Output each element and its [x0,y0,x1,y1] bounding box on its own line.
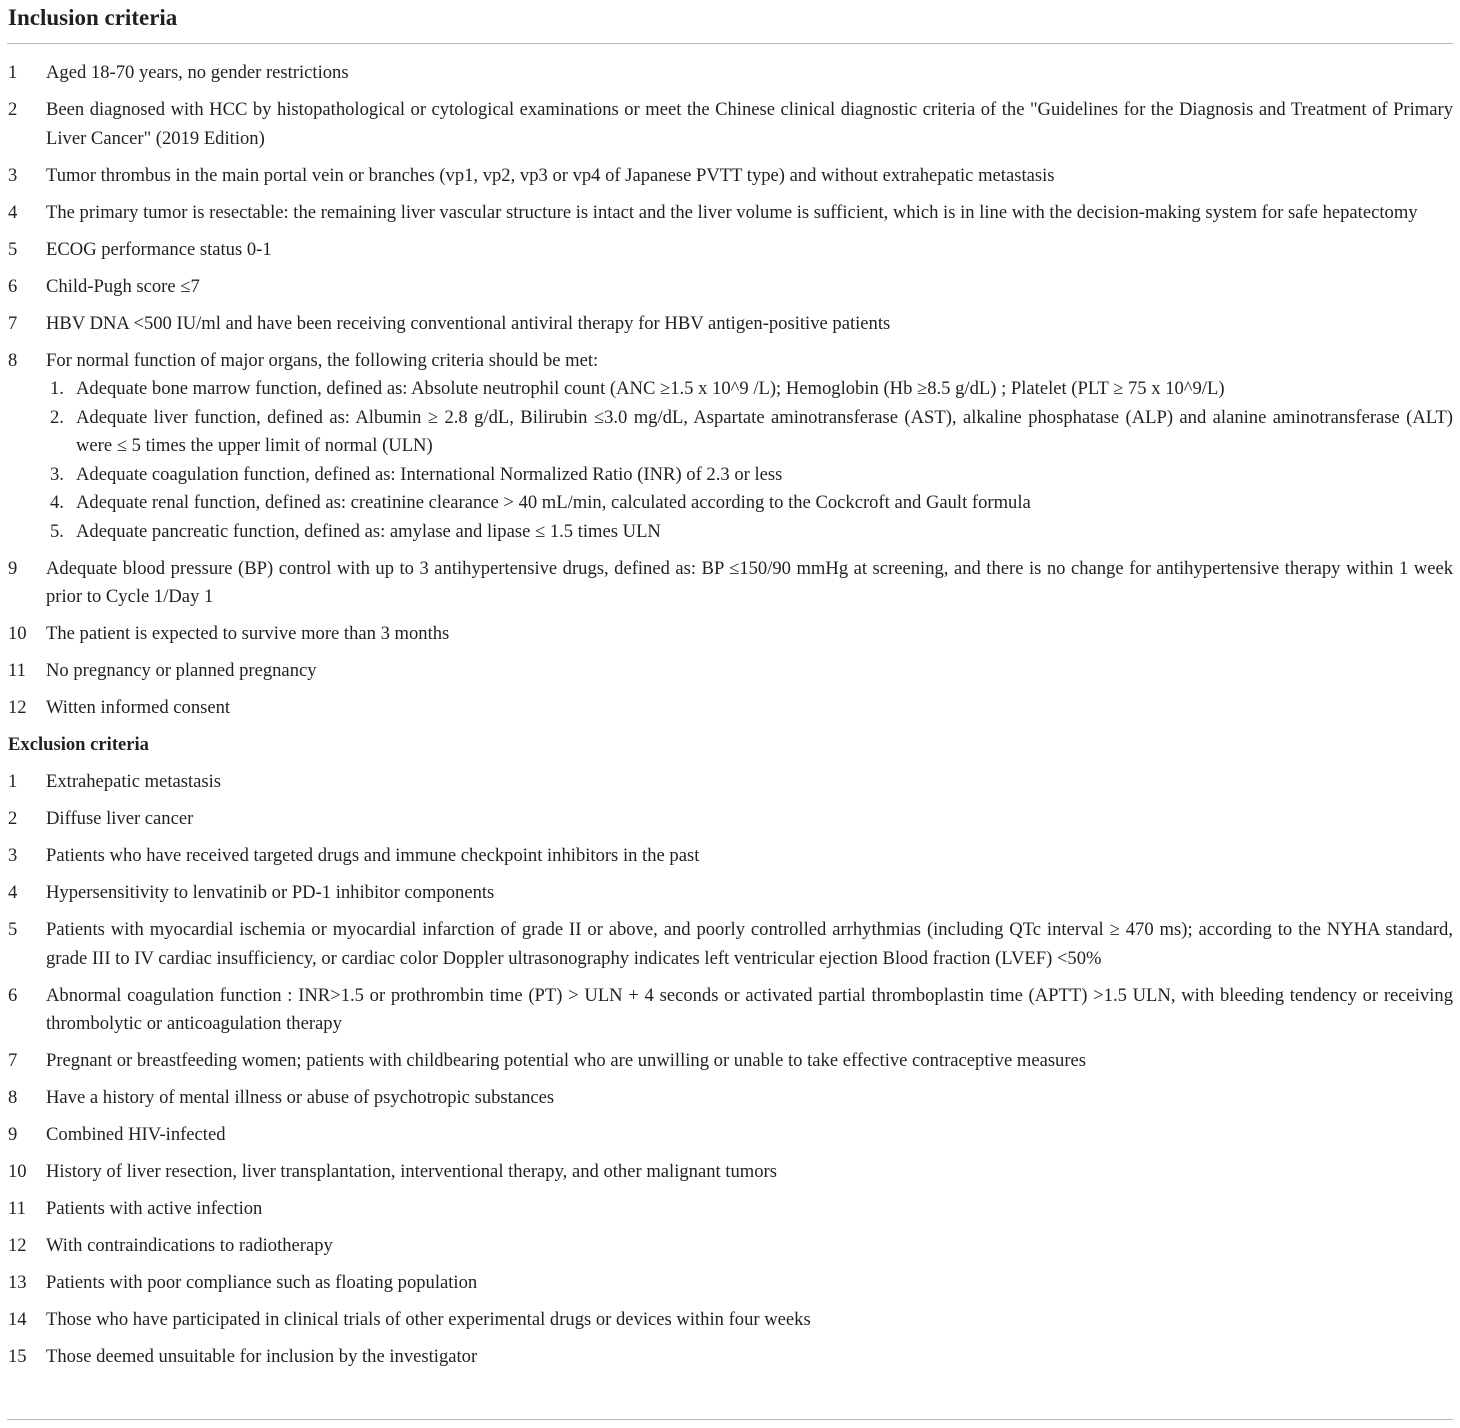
item-text: ECOG performance status 0-1 [46,238,272,260]
sublist-text: Adequate renal function, defined as: creatinine clearance > 40 mL/min, calculated according to the Cockcroft and Gault formula [76,492,1031,513]
item-text: Patients with myocardial ischemia or myocardial infarction of grade II or above, and poorly controlled arrhythmias (including QTc interval ≥ 470 ms); according to the NYHA standard, grade III to IV cardiac insufficiency, or cardiac color Doppler ultrasonography indicates left ventricular ejection Blood fraction (LVEF) <50% [46,919,1453,969]
item-number: 7 [8,312,18,334]
inclusion-item [0,347,1453,547]
item-text: Have a history of mental illness or abuse of psychotropic substances [46,1087,555,1108]
item-text: Been diagnosed with HCC by histopathological or cytological examinations or meet the Chinese clinical diagnostic criteria of the "Guidelines for the Diagnosis and Treatment of Primary Liver Cancer" (2019 Edition) [46,99,1453,149]
item-number: 11 [8,1198,26,1219]
sublist-number: 2. [50,406,64,428]
exclusion-item [0,768,1453,797]
item-number: 10 [8,623,27,644]
item-number: 2 [8,99,18,120]
item-number: 9 [8,557,18,579]
inclusion-item [0,199,1453,228]
item-number: 4 [8,201,18,223]
inclusion-item [0,310,1453,339]
item-text: No pregnancy or planned pregnancy [46,660,317,681]
exclusion-list [0,768,1453,1372]
sublist-text: Adequate coagulation function, defined as: International Normalized Ratio (INR) of 2.3 or less [76,463,783,485]
item-number: 9 [8,1124,18,1145]
inclusion-item [0,657,1453,686]
criteria-body [0,59,1453,1380]
inclusion-item [0,620,1453,649]
item-number: 3 [8,845,18,866]
item-text: Child-Pugh score ≤7 [46,275,200,297]
exclusion-item [0,1343,1453,1372]
item-text: For normal function of major organs, the following criteria should be met: [46,349,599,371]
item-text: Patients with active infection [46,1198,263,1219]
sublist-item [46,518,1453,547]
sublist-number: 3. [50,463,64,485]
sublist-text: Adequate liver function, defined as: Albumin ≥ 2.8 g/dL, Bilirubin ≤3.0 mg/dL, Aspartate aminotransferase (AST), alkaline phosphatase (ALP) and alanine aminotransferase (ALT) were ≤ 5 times the upper limit of normal (ULN) [76,406,1453,456]
sublist-number: 4. [50,492,64,513]
inclusion-item [0,162,1453,191]
item-text: The primary tumor is resectable: the remaining liver vascular structure is intact and the liver volume is sufficient, which is in line with the decision-making system for safe hepatectomy [46,201,1418,223]
item-number: 6 [8,984,18,1006]
exclusion-item [0,1306,1453,1335]
item-number: 1 [8,62,18,83]
item-text: Hypersensitivity to lenvatinib or PD-1 inhibitor components [46,882,495,903]
item-text: Aged 18-70 years, no gender restrictions [46,62,349,83]
item-number: 4 [8,882,18,903]
exclusion-item [0,982,1453,1039]
inclusion-item [0,59,1453,88]
exclusion-item [0,1047,1453,1076]
exclusion-item [0,879,1453,908]
item-number: 12 [8,697,27,718]
item-number: 3 [8,164,18,186]
inclusion-item [0,236,1453,265]
item-number: 10 [8,1161,27,1182]
item-number: 13 [8,1272,27,1293]
inclusion-item [0,273,1453,302]
item-text: Those deemed unsuitable for inclusion by the investigator [46,1346,478,1367]
exclusion-item [0,1232,1453,1261]
item-text: HBV DNA <500 IU/ml and have been receiving conventional antiviral therapy for HBV antigen-positive patients [46,312,891,334]
top-rule [7,43,1453,44]
item-text: Pregnant or breastfeeding women; patients with childbearing potential who are unwilling or unable to take effective contraceptive measures [46,1050,1087,1071]
item-text: Combined HIV-infected [46,1124,226,1145]
sublist-item [46,404,1453,461]
item-number: 2 [8,808,18,829]
exclusion-item [0,842,1453,871]
inclusion-item [0,694,1453,723]
exclusion-item [0,805,1453,834]
exclusion-criteria-title: Exclusion criteria [8,734,149,755]
exclusion-item [0,1158,1453,1187]
item-text: Tumor thrombus in the main portal vein or branches (vp1, vp2, vp3 or vp4 of Japanese PVTT type) and without extrahepatic metastasis [46,164,1055,186]
sublist-item [46,375,1453,404]
exclusion-item [0,916,1453,973]
exclusion-item [0,1269,1453,1298]
item-text: Those who have participated in clinical trials of other experimental drugs or devices within four weeks [46,1309,811,1330]
item-text: Patients who have received targeted drugs and immune checkpoint inhibitors in the past [46,845,700,866]
item-number: 8 [8,1087,18,1108]
exclusion-item [0,1195,1453,1224]
item-number: 8 [8,349,18,371]
exclusion-item [0,1121,1453,1150]
item-number: 11 [8,660,26,681]
item-text: Diffuse liver cancer [46,808,194,829]
item-number: 7 [8,1050,18,1071]
inclusion-criteria-title: Inclusion criteria [8,5,178,30]
sublist-number: 1. [50,378,64,399]
item-text: Witten informed consent [46,697,231,718]
bottom-rule [7,1419,1453,1420]
organ-function-sublist [46,375,1453,546]
item-number: 5 [8,919,18,940]
item-number: 15 [8,1346,27,1367]
item-content [46,347,1453,547]
exclusion-item [0,1084,1453,1113]
sublist-text: Adequate bone marrow function, defined as: Absolute neutrophil count (ANC ≥1.5 x 10^9 /L); Hemoglobin (Hb ≥8.5 g/dL) ; Platelet (PLT ≥ 75 x 10^9/L) [76,378,1225,399]
sublist-number: 5. [50,520,64,542]
inclusion-item [0,555,1453,612]
item-text: Adequate blood pressure (BP) control with up to 3 antihypertensive drugs, defined as: BP ≤150/90 mmHg at screening, and there is no change for antihypertensive therapy within 1 week prior to Cycle 1/Day 1 [46,557,1453,607]
inclusion-item [0,96,1453,153]
sublist-item [46,489,1453,518]
item-text: Extrahepatic metastasis [46,771,222,792]
item-text: History of liver resection, liver transplantation, interventional therapy, and other malignant tumors [46,1161,777,1182]
sublist-text: Adequate pancreatic function, defined as: amylase and lipase ≤ 1.5 times ULN [76,520,661,542]
item-text: Abnormal coagulation function : INR>1.5 or prothrombin time (PT) > ULN + 4 seconds or activated partial thromboplastin time (APTT) >1.5 ULN, with bleeding tendency or receiving thrombolytic or anticoagulation therapy [46,984,1453,1034]
sublist-item [46,461,1453,490]
item-number: 6 [8,275,18,297]
item-text: The patient is expected to survive more than 3 months [46,623,450,644]
item-number: 14 [8,1309,27,1330]
inclusion-list [0,59,1453,723]
item-number: 1 [8,771,18,792]
item-number: 5 [8,238,18,260]
item-number: 12 [8,1235,27,1256]
item-text: Patients with poor compliance such as floating population [46,1272,478,1293]
item-text: With contraindications to radiotherapy [46,1235,333,1256]
